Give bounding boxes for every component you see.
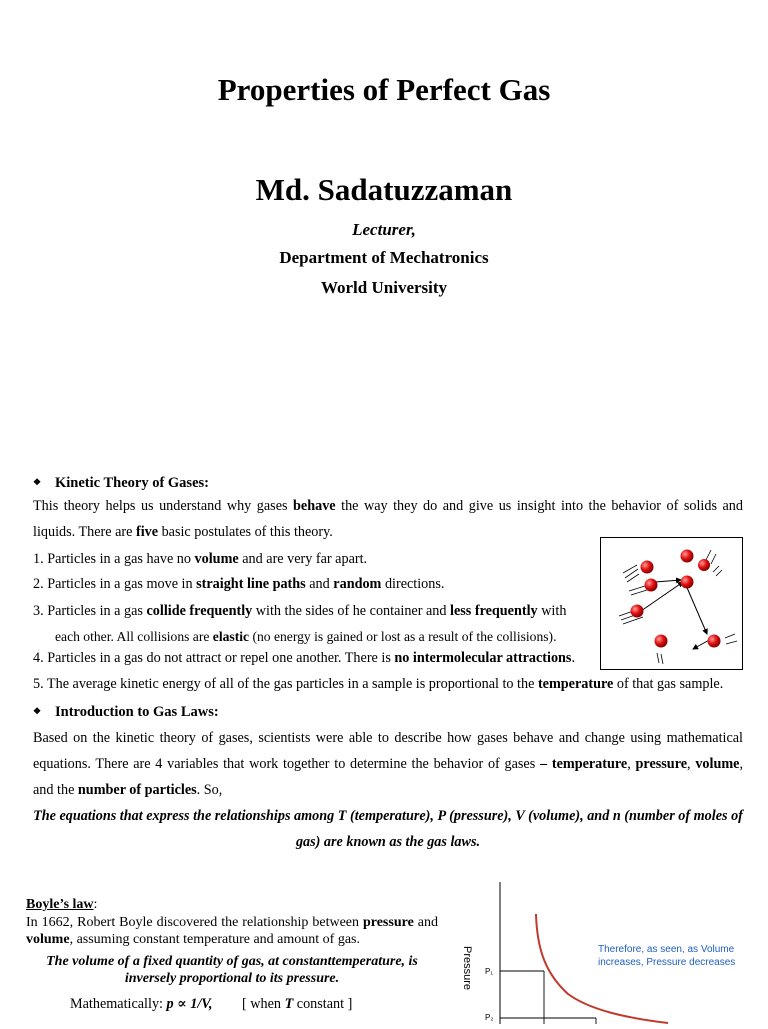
p2-label: P₂ xyxy=(485,1013,494,1022)
gas-particle xyxy=(698,559,710,571)
gas-laws-heading: ❖ Introduction to Gas Laws: xyxy=(33,704,219,720)
postulate-4: 4. Particles in a gas do not attract or repel one another. There is no intermolecular attractions. xyxy=(33,650,575,666)
author-department: Department of Mechatronics xyxy=(279,248,489,267)
postulate-5: 5. The average kinetic energy of all of the gas particles in a sample is proportional to the temperature of that gas sample. xyxy=(33,676,724,692)
postulate-2: 2. Particles in a gas move in straight line paths and random directions. xyxy=(33,576,445,592)
y-axis-label: Pressure xyxy=(461,946,473,991)
gas-particle xyxy=(645,579,658,592)
postulate-1: 1. Particles in a gas have no volume and are very far apart. xyxy=(33,551,368,567)
author-name: Md. Sadatuzzaman xyxy=(255,172,513,207)
boyle-math: Mathematically: p ∝ 1/V, xyxy=(70,996,213,1012)
kinetic-intro-paragraph: This theory helps us understand why gases behave the way they do and give us insight into the behavior of solids and liquids. There are five basic postulates of this theory. xyxy=(33,498,743,540)
gas-particle xyxy=(641,561,654,574)
postulate-3: 3. Particles in a gas collide frequently with the sides of he container and less frequently with xyxy=(33,603,567,619)
gas-laws-definition: The equations that express the relationships among T (temperature), P (pressure), V (volume), and n (number of moles of gas) are known as the gas laws. xyxy=(33,808,743,850)
author-university: World University xyxy=(320,278,448,297)
gas-particles-svg xyxy=(601,538,742,669)
page-title: Properties of Perfect Gas xyxy=(217,72,551,107)
p1-label: P₁ xyxy=(485,967,494,976)
pv-graph-svg xyxy=(458,878,768,1024)
bullet-diamond-icon: ❖ xyxy=(33,477,42,487)
gas-particle xyxy=(655,635,668,648)
gas-particles-illustration xyxy=(600,537,743,670)
author-role: Lecturer, xyxy=(352,220,416,239)
gas-particle xyxy=(708,635,721,648)
gas-particle xyxy=(631,605,644,618)
graph-note-line-2: increases, Pressure decreases xyxy=(598,957,736,968)
postulate-3-continued: each other. All collisions are elastic (no energy is gained or lost as a result of the collisions). xyxy=(55,629,557,644)
bullet-diamond-icon: ❖ xyxy=(33,706,42,716)
boyle-condition: [ when T constant ] xyxy=(242,996,353,1012)
boyle-statement: The volume of a fixed quantity of gas, at constanttemperature, is inversely proportional to its pressure. xyxy=(46,954,418,986)
boyle-paragraph: In 1662, Robert Boyle discovered the relationship between pressure and volume, assuming constant temperature and amount of gas. xyxy=(26,915,438,947)
gas-particle xyxy=(681,576,694,589)
graph-note-line-1: Therefore, as seen, as Volume xyxy=(598,944,735,955)
gas-particle xyxy=(681,550,694,563)
gas-laws-paragraph: Based on the kinetic theory of gases, scientists were able to describe how gases behave and change using mathematical equations. There are 4 variables that work together to determine the behavior of gases – temperature, pressure, volume, and the number of particles. So, xyxy=(33,730,744,798)
pv-curve xyxy=(536,914,668,1023)
boyle-heading: Boyle’s law: xyxy=(26,897,98,912)
kinetic-theory-heading: ❖ Kinetic Theory of Gases: xyxy=(33,475,209,491)
boyle-pressure-volume-graph xyxy=(458,878,768,1024)
